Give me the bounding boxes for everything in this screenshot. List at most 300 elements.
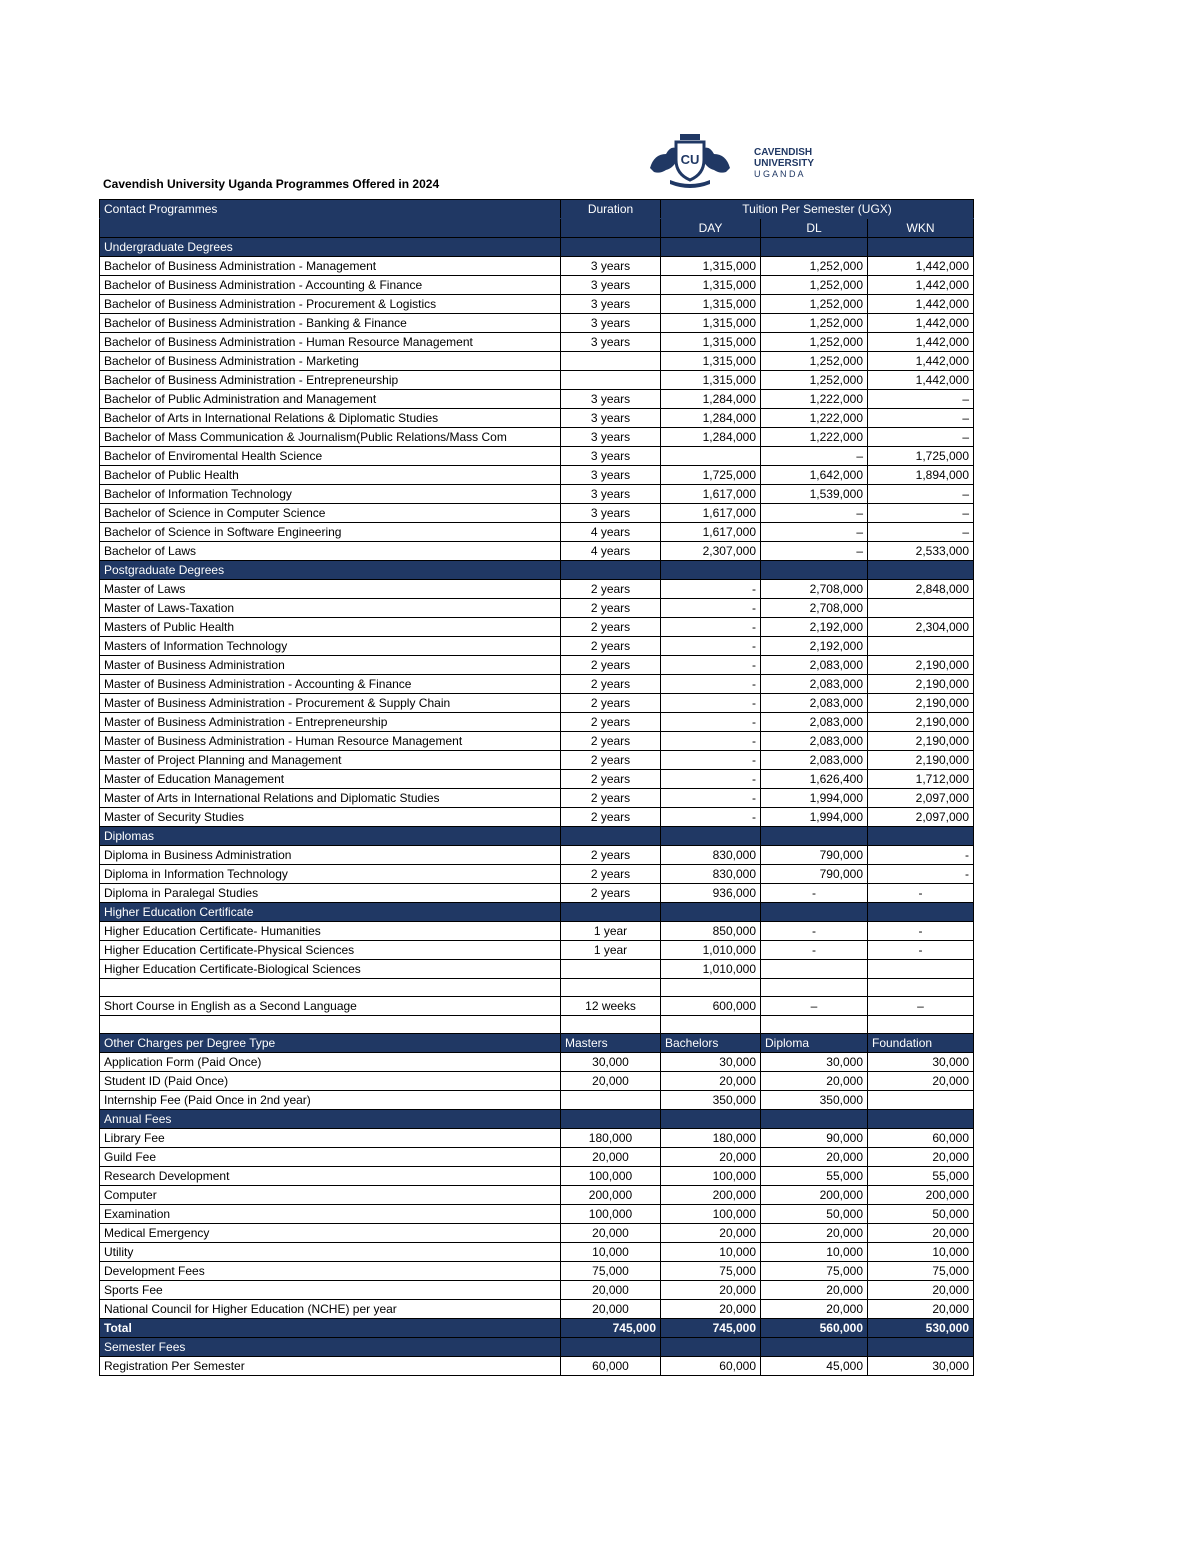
table-cell (761, 979, 868, 997)
table-cell: 2,083,000 (761, 732, 868, 751)
row-label-cell: Bachelor of Business Administration - Marketing (100, 352, 561, 371)
table-cell: 100,000 (561, 1167, 661, 1186)
table-cell: 1,010,000 (661, 960, 761, 979)
table-cell: - (661, 637, 761, 656)
table-cell: 30,000 (868, 1357, 974, 1376)
table-cell: 2 years (561, 732, 661, 751)
table-cell: Foundation (868, 1034, 974, 1053)
table-cell: 20,000 (561, 1072, 661, 1091)
table-cell: 2,708,000 (761, 580, 868, 599)
table-cell: 1,617,000 (661, 504, 761, 523)
table-cell: 2 years (561, 618, 661, 637)
table-cell: 1,994,000 (761, 808, 868, 827)
table-cell: 2 years (561, 789, 661, 808)
table-cell: 830,000 (661, 846, 761, 865)
row-label-cell: Masters of Information Technology (100, 637, 561, 656)
row-label-cell (100, 1016, 561, 1034)
table-cell: - (868, 884, 974, 903)
table-cell: 12 weeks (561, 997, 661, 1016)
table-cell: 1,894,000 (868, 466, 974, 485)
table-cell: – (761, 523, 868, 542)
table-cell: 2,083,000 (761, 751, 868, 770)
table-cell (868, 637, 974, 656)
table-cell (561, 238, 661, 257)
row-label-cell: Bachelor of Business Administration - Accounting & Finance (100, 276, 561, 295)
svg-text:CU: CU (680, 152, 700, 167)
row-label-cell: Research Development (100, 1167, 561, 1186)
table-cell: - (868, 865, 974, 884)
row-label-cell: Undergraduate Degrees (100, 238, 561, 257)
table-cell (868, 827, 974, 846)
table-cell (868, 1091, 974, 1110)
table-cell: 4 years (561, 542, 661, 561)
row-label-cell: Guild Fee (100, 1148, 561, 1167)
table-cell: 1,725,000 (868, 447, 974, 466)
row-label-cell: Master of Business Administration - Human Resource Management (100, 732, 561, 751)
table-row (100, 732, 974, 751)
table-cell (868, 1110, 974, 1129)
table-cell: 830,000 (661, 865, 761, 884)
table-row (100, 295, 974, 314)
row-label-cell: National Council for Higher Education (NCHE) per year (100, 1300, 561, 1319)
table-row (100, 390, 974, 409)
table-cell: 790,000 (761, 846, 868, 865)
table-cell: – (761, 542, 868, 561)
table-row (100, 1091, 974, 1110)
table-cell: 90,000 (761, 1129, 868, 1148)
table-row (100, 504, 974, 523)
table-cell: 2 years (561, 808, 661, 827)
document-title: Cavendish University Uganda Programmes Offered in 2024 (103, 177, 440, 191)
table-row (100, 1016, 974, 1034)
table-row (100, 523, 974, 542)
table-cell: 20,000 (761, 1281, 868, 1300)
table-cell: 1,442,000 (868, 276, 974, 295)
table-cell: 2 years (561, 884, 661, 903)
table-cell: 20,000 (868, 1281, 974, 1300)
table-row (100, 694, 974, 713)
table-cell: - (661, 751, 761, 770)
table-cell: 350,000 (661, 1091, 761, 1110)
row-label-cell: Bachelor of Arts in International Relations & Diplomatic Studies (100, 409, 561, 428)
row-label-cell: Bachelor of Science in Computer Science (100, 504, 561, 523)
table-cell: 936,000 (661, 884, 761, 903)
row-label-cell: Master of Business Administration (100, 656, 561, 675)
table-cell: 20,000 (761, 1148, 868, 1167)
table-cell: 3 years (561, 295, 661, 314)
table-cell: 1 year (561, 922, 661, 941)
table-cell: 1,222,000 (761, 428, 868, 447)
row-label-cell: Bachelor of Business Administration - Procurement & Logistics (100, 295, 561, 314)
table-row (100, 997, 974, 1016)
table-row (100, 333, 974, 352)
table-cell: 30,000 (761, 1053, 868, 1072)
table-cell: - (761, 922, 868, 941)
svg-text:UNIVERSITY: UNIVERSITY (754, 158, 815, 169)
table-cell: 1,222,000 (761, 409, 868, 428)
table-cell: 3 years (561, 428, 661, 447)
table-cell (868, 903, 974, 922)
row-label-cell: Master of Business Administration - Procurement & Supply Chain (100, 694, 561, 713)
table-cell: - (661, 694, 761, 713)
table-cell: 200,000 (868, 1186, 974, 1205)
table-cell: 1,284,000 (661, 409, 761, 428)
row-label-cell: Bachelor of Enviromental Health Science (100, 447, 561, 466)
table-cell: 3 years (561, 409, 661, 428)
row-label-cell: Bachelor of Public Administration and Management (100, 390, 561, 409)
table-row (100, 960, 974, 979)
table-cell (561, 903, 661, 922)
table-cell: - (661, 789, 761, 808)
table-cell: 30,000 (661, 1053, 761, 1072)
table-cell: 4 years (561, 523, 661, 542)
table-cell: 3 years (561, 333, 661, 352)
table-cell: 45,000 (761, 1357, 868, 1376)
table-cell: 1,617,000 (661, 523, 761, 542)
table-cell: 200,000 (561, 1186, 661, 1205)
table-cell: Duration (561, 200, 661, 219)
table-row (100, 1186, 974, 1205)
table-cell: 560,000 (761, 1319, 868, 1338)
table-cell: 20,000 (761, 1300, 868, 1319)
table-cell: – (761, 447, 868, 466)
row-label-cell: Bachelor of Business Administration - Banking & Finance (100, 314, 561, 333)
row-label-cell: Contact Programmes (100, 200, 561, 219)
table-row (100, 580, 974, 599)
table-cell: 30,000 (868, 1053, 974, 1072)
table-cell: 20,000 (661, 1072, 761, 1091)
table-cell (661, 1110, 761, 1129)
table-cell: 745,000 (561, 1319, 661, 1338)
row-label-cell (100, 979, 561, 997)
table-cell (661, 827, 761, 846)
table-cell: 2,083,000 (761, 675, 868, 694)
row-label-cell: Diploma in Paralegal Studies (100, 884, 561, 903)
table-cell: 1,252,000 (761, 276, 868, 295)
table-row (100, 1243, 974, 1262)
table-cell: 2,307,000 (661, 542, 761, 561)
table-cell: 20,000 (661, 1148, 761, 1167)
row-label-cell: Utility (100, 1243, 561, 1262)
table-cell: - (761, 884, 868, 903)
section-header-row (100, 1034, 974, 1053)
row-label-cell: Postgraduate Degrees (100, 561, 561, 580)
table-row (100, 713, 974, 732)
table-cell: - (868, 941, 974, 960)
row-label-cell: Bachelor of Business Administration - Management (100, 257, 561, 276)
table-row (100, 1129, 974, 1148)
row-label-cell: Bachelor of Business Administration - Entrepreneurship (100, 371, 561, 390)
table-row (100, 1167, 974, 1186)
section-header-row (100, 200, 974, 219)
svg-text:CAVENDISH: CAVENDISH (754, 147, 813, 158)
table-cell: - (761, 941, 868, 960)
table-row (100, 599, 974, 618)
table-row (100, 371, 974, 390)
table-cell: 20,000 (561, 1300, 661, 1319)
row-label-cell: Total (100, 1319, 561, 1338)
table-cell: 2,190,000 (868, 732, 974, 751)
table-cell: 1 year (561, 941, 661, 960)
table-cell: Bachelors (661, 1034, 761, 1053)
row-label-cell: Bachelor of Business Administration - Human Resource Management (100, 333, 561, 352)
table-cell: 2 years (561, 637, 661, 656)
table-cell: 2 years (561, 751, 661, 770)
table-cell: 10,000 (761, 1243, 868, 1262)
table-cell: – (761, 504, 868, 523)
table-cell: 2,848,000 (868, 580, 974, 599)
table-cell: 75,000 (561, 1262, 661, 1281)
table-cell: 20,000 (868, 1148, 974, 1167)
table-cell: – (868, 997, 974, 1016)
row-label-cell: Diploma in Business Administration (100, 846, 561, 865)
row-label-cell: Sports Fee (100, 1281, 561, 1300)
table-cell: 3 years (561, 276, 661, 295)
table-cell: 850,000 (661, 922, 761, 941)
table-cell: 3 years (561, 390, 661, 409)
table-cell: 745,000 (661, 1319, 761, 1338)
table-cell (661, 903, 761, 922)
row-label-cell: Master of Laws-Taxation (100, 599, 561, 618)
table-cell: 50,000 (868, 1205, 974, 1224)
row-label-cell: Master of Security Studies (100, 808, 561, 827)
table-cell: 1,252,000 (761, 257, 868, 276)
table-cell: 1,626,400 (761, 770, 868, 789)
section-header-row (100, 827, 974, 846)
table-cell (761, 238, 868, 257)
table-cell (761, 903, 868, 922)
table-cell: – (868, 523, 974, 542)
table-cell: 1,252,000 (761, 371, 868, 390)
table-cell: 1,284,000 (661, 390, 761, 409)
table-cell (661, 238, 761, 257)
table-row (100, 1224, 974, 1243)
table-cell: 55,000 (868, 1167, 974, 1186)
table-row (100, 428, 974, 447)
table-row (100, 542, 974, 561)
table-cell (561, 1338, 661, 1357)
table-cell: 1,252,000 (761, 352, 868, 371)
table-cell: 180,000 (661, 1129, 761, 1148)
table-row (100, 1281, 974, 1300)
table-cell: 2,708,000 (761, 599, 868, 618)
table-row (100, 865, 974, 884)
section-header-row (100, 903, 974, 922)
table-cell: 75,000 (661, 1262, 761, 1281)
table-row (100, 979, 974, 997)
row-label-cell: Other Charges per Degree Type (100, 1034, 561, 1053)
table-row (100, 884, 974, 903)
table-cell: 1,315,000 (661, 371, 761, 390)
university-logo (642, 128, 832, 192)
table-cell: 2,304,000 (868, 618, 974, 637)
table-row (100, 1357, 974, 1376)
table-cell: 2,192,000 (761, 637, 868, 656)
total-row (100, 1319, 974, 1338)
table-cell (561, 561, 661, 580)
section-header-row (100, 1338, 974, 1357)
table-row (100, 751, 974, 770)
table-cell (661, 1338, 761, 1357)
table-cell: 20,000 (561, 1281, 661, 1300)
table-row (100, 1053, 974, 1072)
table-cell: 1,010,000 (661, 941, 761, 960)
table-cell: 2,190,000 (868, 713, 974, 732)
table-cell: 100,000 (661, 1205, 761, 1224)
table-row (100, 485, 974, 504)
table-cell: 1,315,000 (661, 352, 761, 371)
table-row (100, 1300, 974, 1319)
table-row (100, 466, 974, 485)
table-cell: 1,315,000 (661, 276, 761, 295)
row-label-cell: Computer (100, 1186, 561, 1205)
table-cell (561, 1110, 661, 1129)
table-cell: – (761, 997, 868, 1016)
table-cell: 2,190,000 (868, 656, 974, 675)
table-cell: – (868, 428, 974, 447)
table-cell: 75,000 (868, 1262, 974, 1281)
table-row (100, 941, 974, 960)
row-label-cell: Application Form (Paid Once) (100, 1053, 561, 1072)
table-row (100, 675, 974, 694)
table-cell: 1,617,000 (661, 485, 761, 504)
table-cell: 2 years (561, 713, 661, 732)
row-label-cell: Annual Fees (100, 1110, 561, 1129)
table-cell: 100,000 (661, 1167, 761, 1186)
table-cell: 2 years (561, 846, 661, 865)
table-cell: 100,000 (561, 1205, 661, 1224)
table-cell: 2,533,000 (868, 542, 974, 561)
table-cell: 2,083,000 (761, 713, 868, 732)
table-cell (868, 238, 974, 257)
table-cell: 1,315,000 (661, 257, 761, 276)
table-cell: 2 years (561, 865, 661, 884)
table-cell (868, 561, 974, 580)
table-cell: 350,000 (761, 1091, 868, 1110)
table-cell: 3 years (561, 466, 661, 485)
table-cell (661, 447, 761, 466)
table-cell: 600,000 (661, 997, 761, 1016)
table-cell: 1,712,000 (868, 770, 974, 789)
table-cell: DAY (661, 219, 761, 238)
table-cell: 20,000 (868, 1300, 974, 1319)
table-cell: 10,000 (561, 1243, 661, 1262)
table-cell: 3 years (561, 257, 661, 276)
table-cell (661, 979, 761, 997)
table-cell: 2 years (561, 675, 661, 694)
table-cell: 200,000 (761, 1186, 868, 1205)
table-row (100, 1205, 974, 1224)
table-cell: Diploma (761, 1034, 868, 1053)
table-cell: - (661, 675, 761, 694)
table-cell: 1,539,000 (761, 485, 868, 504)
table-cell: - (661, 580, 761, 599)
table-cell: 1,725,000 (661, 466, 761, 485)
table-cell (661, 1016, 761, 1034)
table-row (100, 618, 974, 637)
table-cell: 2,190,000 (868, 675, 974, 694)
row-label-cell: Higher Education Certificate-Physical Sciences (100, 941, 561, 960)
table-cell: 2 years (561, 580, 661, 599)
table-cell: 1,442,000 (868, 333, 974, 352)
table-cell: 60,000 (661, 1357, 761, 1376)
table-cell: – (868, 409, 974, 428)
row-label-cell: Internship Fee (Paid Once in 2nd year) (100, 1091, 561, 1110)
table-cell: 20,000 (761, 1224, 868, 1243)
table-cell: 180,000 (561, 1129, 661, 1148)
table-row (100, 257, 974, 276)
table-cell: 20,000 (868, 1072, 974, 1091)
row-label-cell: Masters of Public Health (100, 618, 561, 637)
table-row (100, 314, 974, 333)
table-row (100, 789, 974, 808)
table-row (100, 656, 974, 675)
table-cell: 3 years (561, 504, 661, 523)
table-row (100, 1262, 974, 1281)
table-cell: 2 years (561, 770, 661, 789)
crest-icon (642, 128, 832, 192)
table-cell (561, 371, 661, 390)
table-cell (868, 1338, 974, 1357)
table-cell (561, 979, 661, 997)
table-row (100, 922, 974, 941)
table-cell: 10,000 (661, 1243, 761, 1262)
row-label-cell: Semester Fees (100, 1338, 561, 1357)
table-cell: - (661, 599, 761, 618)
table-cell: - (661, 713, 761, 732)
section-header-row (100, 1110, 974, 1129)
row-label-cell: Master of Business Administration - Entrepreneurship (100, 713, 561, 732)
table-cell: 1,315,000 (661, 333, 761, 352)
table-cell: – (868, 504, 974, 523)
row-label-cell: Higher Education Certificate-Biological Sciences (100, 960, 561, 979)
table-cell: – (868, 390, 974, 409)
table-cell (761, 1110, 868, 1129)
table-cell (761, 561, 868, 580)
table-cell: 1,222,000 (761, 390, 868, 409)
row-label-cell: Master of Laws (100, 580, 561, 599)
table-row (100, 770, 974, 789)
table-cell (561, 1091, 661, 1110)
row-label-cell: Bachelor of Science in Software Engineering (100, 523, 561, 542)
table-cell (661, 561, 761, 580)
table-cell: - (868, 922, 974, 941)
row-label-cell: Examination (100, 1205, 561, 1224)
svg-text:U G A N D A: U G A N D A (754, 169, 804, 179)
table-row (100, 352, 974, 371)
table-cell: - (868, 846, 974, 865)
table-cell: 20,000 (661, 1300, 761, 1319)
row-label-cell: Medical Emergency (100, 1224, 561, 1243)
table-cell: 2,097,000 (868, 789, 974, 808)
table-cell: 1,252,000 (761, 333, 868, 352)
row-label-cell: Master of Education Management (100, 770, 561, 789)
table-row (100, 409, 974, 428)
row-label-cell: Master of Project Planning and Management (100, 751, 561, 770)
table-row (100, 637, 974, 656)
section-header-row (100, 561, 974, 580)
table-cell: 1,442,000 (868, 295, 974, 314)
table-cell: 1,442,000 (868, 314, 974, 333)
table-row (100, 846, 974, 865)
table-cell (561, 352, 661, 371)
table-cell: 530,000 (868, 1319, 974, 1338)
table-cell: 20,000 (561, 1148, 661, 1167)
row-label-cell: Short Course in English as a Second Language (100, 997, 561, 1016)
table-row (100, 1148, 974, 1167)
row-label-cell: Bachelor of Information Technology (100, 485, 561, 504)
table-row (100, 808, 974, 827)
